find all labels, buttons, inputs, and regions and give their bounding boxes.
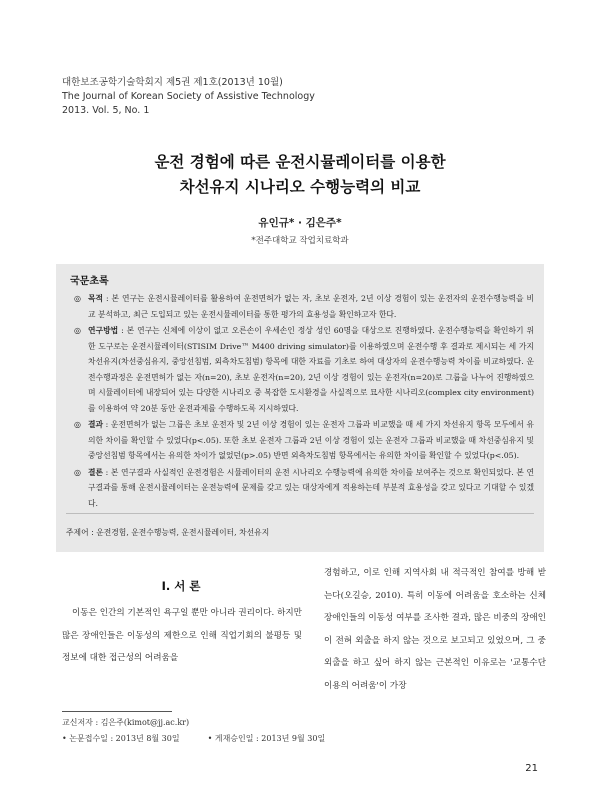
footnote-dates xyxy=(62,733,325,744)
abstract-purpose: ◎ 목적 : 본 연구는 운전시뮬레이터를 활용하여 운전면허가 없는 자, 초보 운전자, 2년 이상 경험이 있는 운전자의 운전수행능력을 비교 분석하고, 최근 도입되고 있는 운전시뮬레이터를 통한 평가의 효용성을 확인하고자 한다. xyxy=(66,291,534,322)
journal-volume: 2013. Vol. 5, No. 1 xyxy=(62,105,150,116)
abstract-results-text: 운전면허가 없는 그룹은 초보 운전자 및 2년 이상 경험이 있는 운전자 그룹과 비교했을 때 세 가지 차선유지 항목 모두에서 유의한 차이를 확인할 수 있었다(p<.05). 또한 초보 운전자 그룹과 2년 이상 경험이 있는 운전자 그룹과 비교했을 때 차선중심유지 및 중앙선침범 항목에서는 유의한 차이가 없었던(p>.05) 반면 외측차도침범 항목에서는 유의한 차이를 확인할 수 있었다(p<.05). xyxy=(88,420,535,460)
bullet-icon: ◎ xyxy=(74,420,81,429)
footnote-received-date: • 논문접수일 : 2013년 8월 30일 xyxy=(62,734,180,743)
section-heading-introduction: I. 서 론 xyxy=(161,579,201,593)
paper-title xyxy=(0,150,600,200)
keywords xyxy=(66,527,269,538)
abstract-conclusion-text: 본 연구결과 사실적인 운전경험은 시뮬레이터의 운전 시나리오 수행능력에 유의한 차이를 보여주는 것으로 확인되었다. 본 연구결과를 통해 운전시뮬레이터는 운전능력에 문제를 갖고 있는 대상자에게 적용하는데 부분적 효용성을 갖고 있다고 기대할 수 있겠다. xyxy=(88,467,534,508)
body-column-right: 경험하고, 이로 인해 지역사회 내 적극적인 참여를 방해 받는다(오길승, 2010). 특히 이동에 어려움을 호소하는 신체 장애인들의 이동성 여부를 조사한 결과, 많은 비중의 장애인이 전혀 외출을 하지 않는 것으로 보고되고 있었으며, 그 중 외출을 하고 싶어 하지 않는 근본적인 이유로는 '교통수단 이용의 어려움'이 가장 xyxy=(324,568,546,691)
paper-title-line2: 차선유지 시나리오 수행능력의 비교 xyxy=(179,178,421,196)
abstract-box xyxy=(56,264,544,552)
bullet-icon: ◎ xyxy=(74,294,81,303)
abstract-purpose-label: 목적 xyxy=(88,294,104,303)
abstract-heading: 국문초록 xyxy=(70,276,109,287)
footnote-corresponding-author: 교신저자 : 김은주(kimot@jj.ac.kr) xyxy=(62,718,190,727)
abstract-conclusion: ◎ 결론 : 본 연구결과 사실적인 운전경험은 시뮬레이터의 운전 시나리오 수행능력에 유의한 차이를 보여주는 것으로 확인되었다. 본 연구결과를 통해 운전시뮬레이터는 운전능력에 문제를 갖고 있는 대상자에게 적용하는데 부분적 효용성을 갖고 있다고 기대할 수 있겠다. xyxy=(66,465,534,512)
body-column-left: 이동은 인간의 기본적인 욕구일 뿐만 아니라 권리이다. 하지만 많은 장애인들은 이동성의 제한으로 인해 직업기회의 불평등 및 정보에 대한 접근성의 어려움을 xyxy=(62,608,302,663)
authors: 유인규* · 김은주* xyxy=(258,217,342,229)
footnote-divider xyxy=(62,711,172,712)
page-number: 21 xyxy=(525,763,538,774)
journal-header xyxy=(62,76,315,118)
footnote-accepted-date: • 게재승인일 : 2013년 9월 30일 xyxy=(207,734,326,743)
keywords-label: 주제어 : xyxy=(66,528,94,537)
bullet-icon: ◎ xyxy=(74,326,81,335)
abstract-methods-text: 본 연구는 신체에 이상이 없고 오른손이 우세손인 정상 성인 60명을 대상으로 진행하였다. 운전수행능력을 확인하기 위한 도구로는 운전시뮬레이터(STISIM Drive™ M400 driving simulator)를 이용하였으며 운전수행 후 결과로 제시되는 세 가지 차선유지(차선중심유지, 중앙선침범, 외측차도침범) 항목에 대한 자료를 기초로 하여 대상자의 운전수행능력 차이를 비교하였다. 운전수행과정은 운전면허가 없는 자(n=20), 초보 운전자(n=20), 2년 이상 경험이 있는 운전자(n=20)로 그룹을 나누어 진행하였으며 시뮬레이터에 내장되어 있는 다양한 시나리오 중 복잡한 도시환경을 사실적으로 묘사한 시나리오(complex city environment)를 이용하여 약 20분 동안 운전과제를 수행하도록 지시하였다. xyxy=(88,326,534,413)
abstract-results: ◎ 결과 : 운전면허가 없는 그룹은 초보 운전자 및 2년 이상 경험이 있는 운전자 그룹과 비교했을 때 세 가지 차선유지 항목 모두에서 유의한 차이를 확인할 수 있었다(p<.05). 또한 초보 운전자 그룹과 2년 이상 경험이 있는 운전자 그룹과 비교했을 때 차선중심유지 및 중앙선침범 항목에서는 유의한 차이가 없었던(p>.05) 반면 외측차도침범 항목에서는 유의한 차이를 확인할 수 있었다(p<.05). xyxy=(66,417,534,464)
abstract-methods: ◎ 연구방법 : 본 연구는 신체에 이상이 없고 오른손이 우세손인 정상 성인 60명을 대상으로 진행하였다. 운전수행능력을 확인하기 위한 도구로는 운전시뮬레이터(STISIM Drive™ M400 driving simulator)를 이용하였으며 운전수행 후 결과로 제시되는 세 가지 차선유지(차선중심유지, 중앙선침범, 외측차도침범) 항목에 대한 자료를 기초로 하여 대상자의 운전수행능력 차이를 비교하였다. 운전수행과정은 운전면허가 없는 자(n=20), 초보 운전자(n=20), 2년 이상 경험이 있는 운전자(n=20)로 그룹을 나누어 진행하였으며 시뮬레이터에 내장되어 있는 다양한 시나리오 중 복잡한 도시환경을 사실적으로 묘사한 시나리오(complex city environment)를 이용하여 약 20분 동안 운전과제를 수행하도록 지시하였다. xyxy=(66,323,534,416)
abstract-conclusion-label: 결론 xyxy=(88,467,104,477)
bullet-icon: ◎ xyxy=(74,467,81,477)
affiliation: *전주대학교 작업치료학과 xyxy=(251,236,349,246)
abstract-purpose-text: 본 연구는 운전시뮬레이터를 활용하여 운전면허가 없는 자, 초보 운전자, 2년 이상 경험이 있는 운전자의 운전수행능력을 비교 분석하고, 최근 도입되고 있는 운전시뮬레이터를 통한 평가의 효용성을 확인하고자 한다. xyxy=(88,294,534,319)
abstract-methods-label: 연구방법 xyxy=(88,326,119,335)
abstract-results-label: 결과 xyxy=(88,420,104,429)
journal-name-english: The Journal of Korean Society of Assistive Technology xyxy=(62,91,315,102)
paper-title-line1: 운전 경험에 따른 운전시뮬레이터를 이용한 xyxy=(154,153,446,171)
keywords-divider xyxy=(66,513,534,514)
journal-name-korean: 대한보조공학기술학회지 제5권 제1호(2013년 10월) xyxy=(62,77,283,88)
keywords-text: 운전경험, 운전수행능력, 운전시뮬레이터, 차선유지 xyxy=(96,528,270,537)
